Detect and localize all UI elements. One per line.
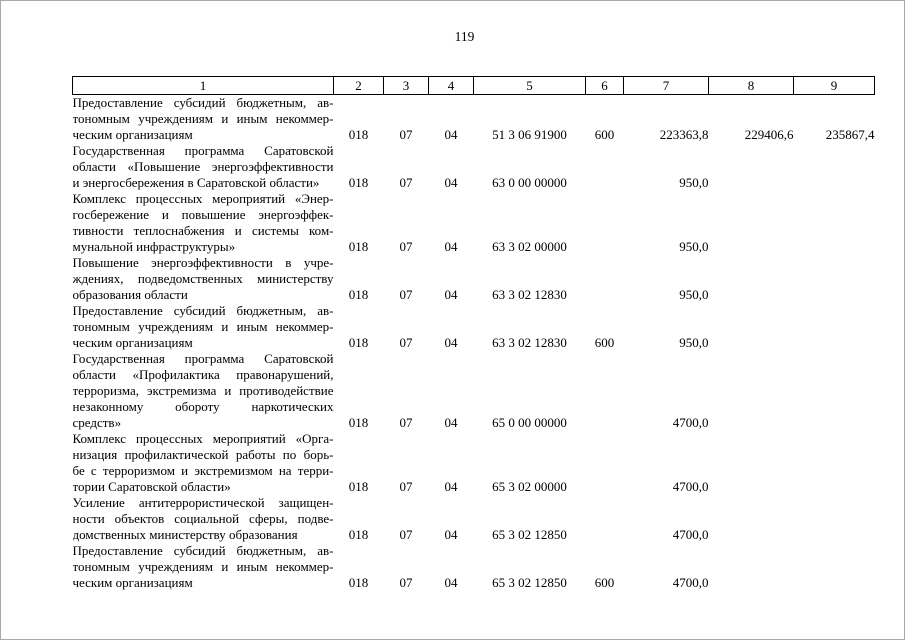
cell-expense-type [586, 495, 624, 543]
cell-amount-year3 [794, 255, 875, 303]
text-line: ности объектов социальной сферы, подве- [72, 511, 334, 526]
row-title-cell [73, 431, 334, 495]
table-header-row [73, 77, 875, 95]
cell-podrazdel: 04 [444, 175, 458, 190]
cell-amount-year3 [794, 543, 875, 591]
cell-expense-type: 600 [594, 575, 615, 590]
cell-podrazdel: 04 [444, 415, 458, 430]
table-row [73, 495, 875, 543]
cell-target-article: 63 0 00 00000 [492, 175, 567, 190]
cell-target-article: 63 3 02 12830 [492, 335, 567, 350]
column-header-3: 3 [384, 77, 429, 95]
cell-amount-year2 [709, 543, 794, 591]
text-line: низация профилактической работы по борь- [72, 447, 334, 462]
budget-table [72, 76, 875, 591]
cell-amount-year1: 223363,8 [659, 127, 709, 142]
cell-amount-year2 [709, 255, 794, 303]
cell-amount-year2 [709, 351, 794, 431]
text-line: ческим организациям [72, 575, 193, 590]
cell-target-article: 65 0 00 00000 [492, 415, 567, 430]
text-line: Повышение энергоэффективности в учре- [72, 255, 334, 270]
text-line: Предоставление субсидий бюджетным, ав- [72, 95, 334, 110]
cell-expense-type [586, 351, 624, 431]
table-row [73, 303, 875, 351]
row-title-cell [73, 95, 334, 144]
text-line: домственных министерству образования [72, 527, 298, 542]
cell-amount-year2: 229406,6 [744, 127, 794, 142]
table-row [73, 431, 875, 495]
table-row [73, 255, 875, 303]
cell-amount-year3 [794, 351, 875, 431]
column-header-7: 7 [624, 77, 709, 95]
cell-amount-year3 [794, 495, 875, 543]
text-line: образования области [72, 287, 188, 302]
text-line: мунальной инфраструктуры» [72, 239, 236, 254]
cell-amount-year2 [709, 303, 794, 351]
text-line: терроризма, экстремизма и противодействие [72, 383, 334, 398]
text-line: Предоставление субсидий бюджетным, ав- [72, 303, 334, 318]
cell-amount-year3 [794, 303, 875, 351]
cell-expense-type [586, 431, 624, 495]
cell-grbs: 018 [348, 415, 369, 430]
text-line: ческим организациям [72, 127, 193, 142]
column-header-6: 6 [586, 77, 624, 95]
cell-razdel: 07 [399, 415, 413, 430]
text-line: Комплекс процессных мероприятий «Орга- [72, 431, 334, 446]
cell-grbs: 018 [348, 127, 369, 142]
cell-amount-year3 [794, 143, 875, 191]
text-line: Комплекс процессных мероприятий «Энер- [72, 191, 334, 206]
cell-razdel: 07 [399, 335, 413, 350]
cell-podrazdel: 04 [444, 127, 458, 142]
row-title-cell [73, 255, 334, 303]
table-row [73, 543, 875, 591]
cell-razdel: 07 [399, 527, 413, 542]
text-line: тивности теплоснабжения и системы ком- [72, 223, 334, 238]
text-line: Государственная программа Саратовской [72, 351, 334, 366]
cell-expense-type [586, 191, 624, 255]
cell-grbs: 018 [348, 175, 369, 190]
cell-grbs: 018 [348, 479, 369, 494]
cell-amount-year1: 4700,0 [672, 527, 709, 542]
text-line: тономным учреждениям и иным некоммер- [72, 559, 334, 574]
cell-amount-year1: 950,0 [679, 175, 709, 190]
row-title-cell [73, 351, 334, 431]
cell-grbs: 018 [348, 575, 369, 590]
cell-amount-year1: 950,0 [679, 287, 709, 302]
cell-razdel: 07 [399, 175, 413, 190]
cell-podrazdel: 04 [444, 335, 458, 350]
page-number: 119 [454, 29, 475, 44]
row-title-cell [73, 303, 334, 351]
cell-amount-year1: 950,0 [679, 335, 709, 350]
text-line: бе с терроризмом и экстремизмом на терри- [72, 463, 334, 478]
text-line: тории Саратовской области» [72, 479, 231, 494]
table-row [73, 143, 875, 191]
column-header-8: 8 [709, 77, 794, 95]
cell-amount-year1: 4700,0 [672, 479, 709, 494]
text-line: средств» [72, 415, 122, 430]
column-header-9: 9 [794, 77, 875, 95]
cell-target-article: 51 3 06 91900 [492, 127, 567, 142]
cell-razdel: 07 [399, 239, 413, 254]
column-header-2: 2 [334, 77, 384, 95]
text-line: ческим организациям [72, 335, 193, 350]
column-header-5: 5 [474, 77, 586, 95]
table-row [73, 191, 875, 255]
text-line: области «Повышение энергоэффективности [72, 159, 334, 174]
text-line: и энергосбережения в Саратовской области» [72, 175, 320, 190]
cell-expense-type: 600 [594, 127, 615, 142]
cell-grbs: 018 [348, 527, 369, 542]
table-row [73, 351, 875, 431]
cell-amount-year2 [709, 191, 794, 255]
row-title-cell [73, 191, 334, 255]
cell-amount-year2 [709, 495, 794, 543]
text-line: тономным учреждениям и иным некоммер- [72, 111, 334, 126]
table-row [73, 95, 875, 144]
cell-amount-year3 [794, 191, 875, 255]
row-title-cell [73, 143, 334, 191]
text-line: тономным учреждениям и иным некоммер- [72, 319, 334, 334]
cell-amount-year2 [709, 431, 794, 495]
cell-target-article: 65 3 02 00000 [492, 479, 567, 494]
text-line: Государственная программа Саратовской [72, 143, 334, 158]
column-header-1: 1 [73, 77, 334, 95]
cell-podrazdel: 04 [444, 287, 458, 302]
row-title-cell [73, 495, 334, 543]
cell-podrazdel: 04 [444, 575, 458, 590]
text-line: Предоставление субсидий бюджетным, ав- [72, 543, 334, 558]
cell-amount-year3 [794, 431, 875, 495]
cell-target-article: 63 3 02 00000 [492, 239, 567, 254]
cell-razdel: 07 [399, 479, 413, 494]
cell-amount-year1: 4700,0 [672, 575, 709, 590]
cell-expense-type: 600 [594, 335, 615, 350]
row-title-cell [73, 543, 334, 591]
cell-grbs: 018 [348, 239, 369, 254]
cell-podrazdel: 04 [444, 527, 458, 542]
cell-amount-year1: 950,0 [679, 239, 709, 254]
cell-razdel: 07 [399, 287, 413, 302]
cell-target-article: 63 3 02 12830 [492, 287, 567, 302]
text-line: незаконному обороту наркотических [72, 399, 334, 414]
cell-razdel: 07 [399, 127, 413, 142]
cell-amount-year2 [709, 143, 794, 191]
cell-podrazdel: 04 [444, 239, 458, 254]
text-line: Усиление антитеррористической защищен- [72, 495, 334, 510]
cell-expense-type [586, 255, 624, 303]
text-line: госбережение и повышение энергоэффек- [72, 207, 334, 222]
cell-target-article: 65 3 02 12850 [492, 575, 567, 590]
cell-amount-year1: 4700,0 [672, 415, 709, 430]
cell-amount-year3: 235867,4 [825, 127, 875, 142]
cell-grbs: 018 [348, 287, 369, 302]
text-line: ждениях, подведомственных министерству [72, 271, 334, 286]
cell-expense-type [586, 143, 624, 191]
cell-grbs: 018 [348, 335, 369, 350]
column-header-4: 4 [429, 77, 474, 95]
cell-target-article: 65 3 02 12850 [492, 527, 567, 542]
cell-podrazdel: 04 [444, 479, 458, 494]
cell-razdel: 07 [399, 575, 413, 590]
text-line: области «Профилактика правонарушений, [72, 367, 334, 382]
